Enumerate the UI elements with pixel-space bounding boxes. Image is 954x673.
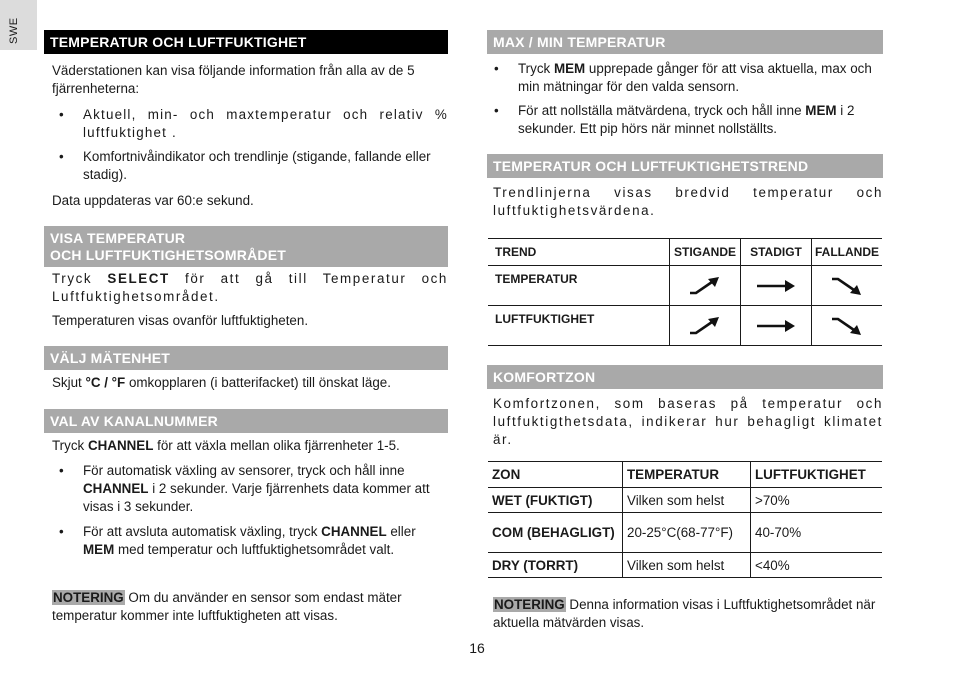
comfort-table [488, 461, 882, 578]
note-text: NOTERING Om du använder en sensor som endast mäter temperatur kommer inte luftfuktigheten att visas. [52, 590, 402, 623]
list-item: • Tryck MEM upprepade gånger för att visa aktuella, max och min mätningar för den valda sensorn. [487, 60, 883, 96]
trend-text: Trendlinjerna visas bredvid temperatur och luftfuktighetsvärdena. [493, 185, 883, 218]
table-row [488, 553, 882, 578]
table-row [488, 513, 882, 553]
section-title-show-temperature [44, 226, 448, 267]
table-cell: COM (BEHAGLIGT) [488, 513, 623, 553]
table-cell: DRY (TORRT) [488, 553, 623, 578]
table-header: ZON [488, 462, 623, 488]
table-header: TREND [488, 239, 670, 266]
table-header: LUFTFUKTIGHET [751, 462, 883, 488]
section-title-channel: VAL AV KANALNUMMER [44, 409, 448, 433]
table-row [488, 462, 882, 488]
falling-arrow-icon [830, 316, 864, 336]
feature-list [52, 106, 448, 184]
section-title-temperature-humidity: TEMPERATUR OCH LUFTFUKTIGHET [44, 30, 448, 54]
table-cell [670, 306, 741, 346]
language-tab [0, 0, 37, 50]
channel-list [52, 462, 448, 559]
table-row [488, 488, 882, 513]
table-row [488, 306, 882, 346]
table-cell: <40% [751, 553, 883, 578]
right-column [487, 30, 883, 632]
max-min-list [487, 60, 883, 138]
comfort-text: Komfortzonen, som baseras på temperatur och luftfuktigthetsdata, indikerar hur behagligt klimatet är. [493, 396, 883, 447]
table-cell [812, 306, 883, 346]
page-number: 16 [469, 640, 485, 656]
trend-table [488, 238, 882, 346]
language-tab-label: SWE [8, 17, 20, 44]
steady-arrow-icon [756, 278, 796, 294]
note-text: NOTERING Denna information visas i Luftfuktighetsområdet när aktuella mätvärden visas. [493, 597, 876, 630]
list-item: • Komfortnivåindikator och trendlinje (stigande, fallande eller stadig). [52, 148, 448, 184]
section-title-max-min: MAX / MIN TEMPERATUR [487, 30, 883, 54]
table-header: FALLANDE [812, 239, 883, 266]
list-item: • För att nollställa mätvärdena, tryck och håll inne MEM i 2 sekunder. Ett pip hörs när minnet nollställts. [487, 102, 883, 138]
table-cell [670, 266, 741, 306]
left-column [44, 30, 448, 625]
section-title-unit: VÄLJ MÄTENHET [44, 346, 448, 370]
table-cell: >70% [751, 488, 883, 513]
falling-arrow-icon [830, 276, 864, 296]
table-cell: TEMPERATUR [488, 266, 670, 306]
table-cell [741, 306, 812, 346]
table-cell: LUFTFUKTIGHET [488, 306, 670, 346]
intro-text: Väderstationen kan visa följande information från alla av de 5 fjärrenheterna: [52, 63, 415, 96]
table-cell: Vilken som helst [623, 488, 751, 513]
list-item: • För automatisk växling av sensorer, tryck och håll inne CHANNEL i 2 sekunder. Varje fjärrenhets data kommer att visas i 3 sekunder. [52, 462, 448, 516]
section-title-comfort-zone: KOMFORTZON [487, 365, 883, 389]
list-item: • Aktuell, min- och maxtemperatur och relativ % luftfuktighet . [52, 106, 448, 142]
section-title-trend: TEMPERATUR OCH LUFTFUKTIGHETSTREND [487, 154, 883, 178]
table-cell: WET (FUKTIGT) [488, 488, 623, 513]
channel-instruction: Tryck CHANNEL för att växla mellan olika fjärrenheter 1-5. [52, 438, 400, 453]
table-cell: 20-25°C(68-77°F) [623, 513, 751, 553]
steady-arrow-icon [756, 318, 796, 334]
rising-arrow-icon [688, 276, 722, 296]
rising-arrow-icon [688, 316, 722, 336]
note-label: NOTERING [494, 597, 565, 612]
update-text: Data uppdateras var 60:e sekund. [52, 193, 254, 208]
table-row [488, 239, 882, 266]
temperature-order-text: Temperaturen visas ovanför luftfuktigheten. [52, 313, 309, 328]
table-cell: Vilken som helst [623, 553, 751, 578]
select-instruction: Tryck SELECT för att gå till Temperatur och Luftfuktighetsområdet. [52, 271, 448, 304]
table-cell: 40-70% [751, 513, 883, 553]
note-label: NOTERING [53, 590, 124, 605]
table-cell [741, 266, 812, 306]
table-header: STADIGT [741, 239, 812, 266]
unit-instruction: Skjut °C / °F omkopplaren (i batterifacket) till önskat läge. [52, 375, 391, 390]
table-cell [812, 266, 883, 306]
table-header: TEMPERATUR [623, 462, 751, 488]
table-header: STIGANDE [670, 239, 741, 266]
section-title-line: OCH LUFTFUKTIGHETSOMRÅDET [50, 247, 286, 263]
table-row [488, 266, 882, 306]
list-item: • För att avsluta automatisk växling, tryck CHANNEL eller MEM med temperatur och luftfuktighetsområdet valt. [52, 523, 448, 559]
section-title-line: VISA TEMPERATUR [50, 230, 186, 246]
